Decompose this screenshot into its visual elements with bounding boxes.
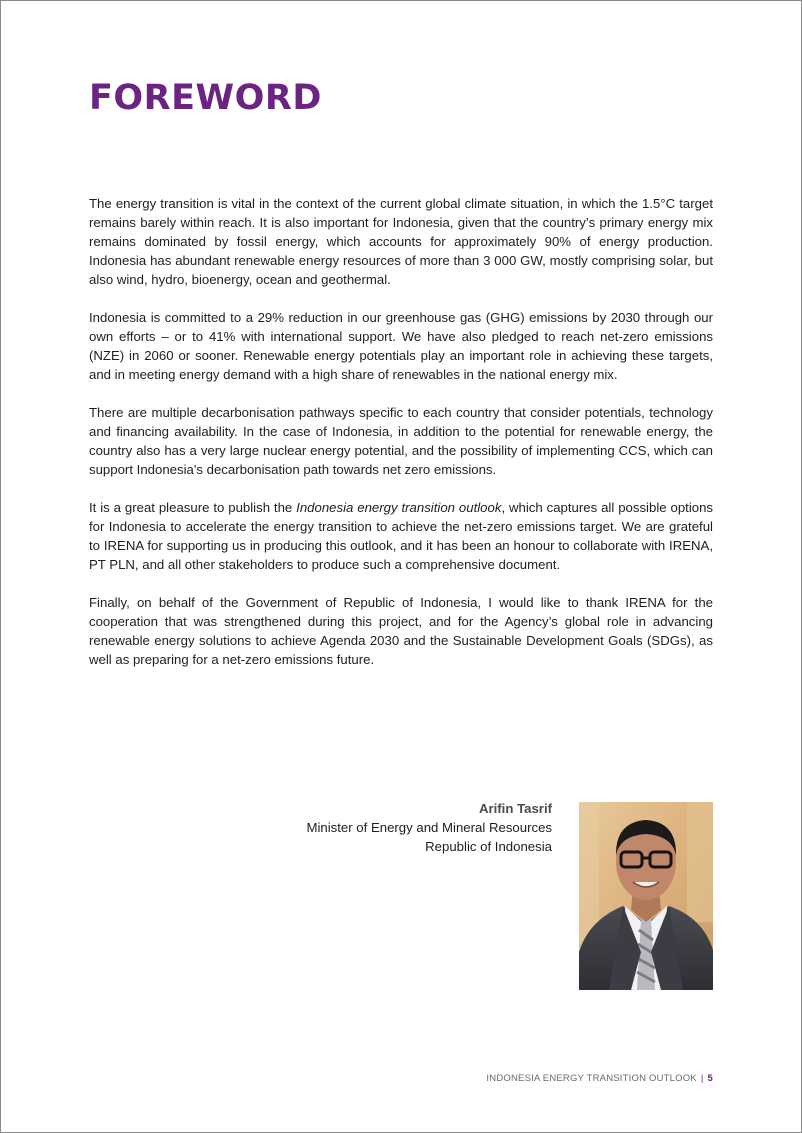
footer-title: INDONESIA ENERGY TRANSITION OUTLOOK [486,1073,697,1084]
paragraph-4-before: It is a great pleasure to publish the [89,500,297,515]
footer-separator: | [700,1073,704,1084]
paragraph-4 [89,498,713,574]
publication-title: Indonesia energy transition outlook [296,500,502,515]
paragraph-4-after: , which captures all possible options for Indonesia to accelerate the energy transition to achieve the net-zero emissions target. We are grateful to IRENA for supporting us in producing this outlook, and it has been an honour to collaborate with IRENA, PT PLN, and all other stakeholders to produce such a comprehensive document. [89,500,714,572]
page-number: 5 [707,1073,713,1084]
paragraph-5: Finally, on behalf of the Government of Republic of Indonesia, I would like to thank IRENA for the cooperation that was strengthened during this project, and for the Agency’s global role in advancing renewable energy solutions to achieve Agenda 2030 and the Sustainable Development Goals (SDGs), as well as preparing for a net-zero emissions future. [89,595,713,667]
page-footer [486,1073,713,1084]
signatory-name: Arifin Tasrif [478,801,552,816]
signatory-role: Minister of Energy and Mineral Resources [306,820,552,835]
page-title: FOREWORD [89,78,322,118]
signature-block [306,799,552,856]
foreword-body [89,194,713,688]
minister-portrait [579,802,713,990]
signatory-country: Republic of Indonesia [425,839,552,854]
paragraph-3: There are multiple decarbonisation pathways specific to each country that consider potentials, technology and financing availability. In the case of Indonesia, in addition to the potential for renewable energy, the country also has a very large nuclear energy potential, and the possibility of implementing CCS, which can support Indonesia's decarbonisation path towards net zero emissions. [89,405,713,477]
paragraph-2: Indonesia is committed to a 29% reduction in our greenhouse gas (GHG) emissions by 2030 through our own efforts – or to 41% with international support. We have also pledged to reach net-zero emissions (NZE) in 2060 or sooner. Renewable energy potentials play an important role in achieving these targets, and in meeting energy demand with a high share of renewables in the national energy mix. [89,310,713,382]
paragraph-1: The energy transition is vital in the context of the current global climate situation, in which the 1.5°C target remains barely within reach. It is also important for Indonesia, given that the country’s primary energy mix remains dominated by fossil energy, which accounts for approximately 90% of energy production. Indonesia has abundant renewable energy resources of more than 3 000 GW, mostly comprising solar, but also wind, hydro, bioenergy, ocean and geothermal. [89,196,713,287]
